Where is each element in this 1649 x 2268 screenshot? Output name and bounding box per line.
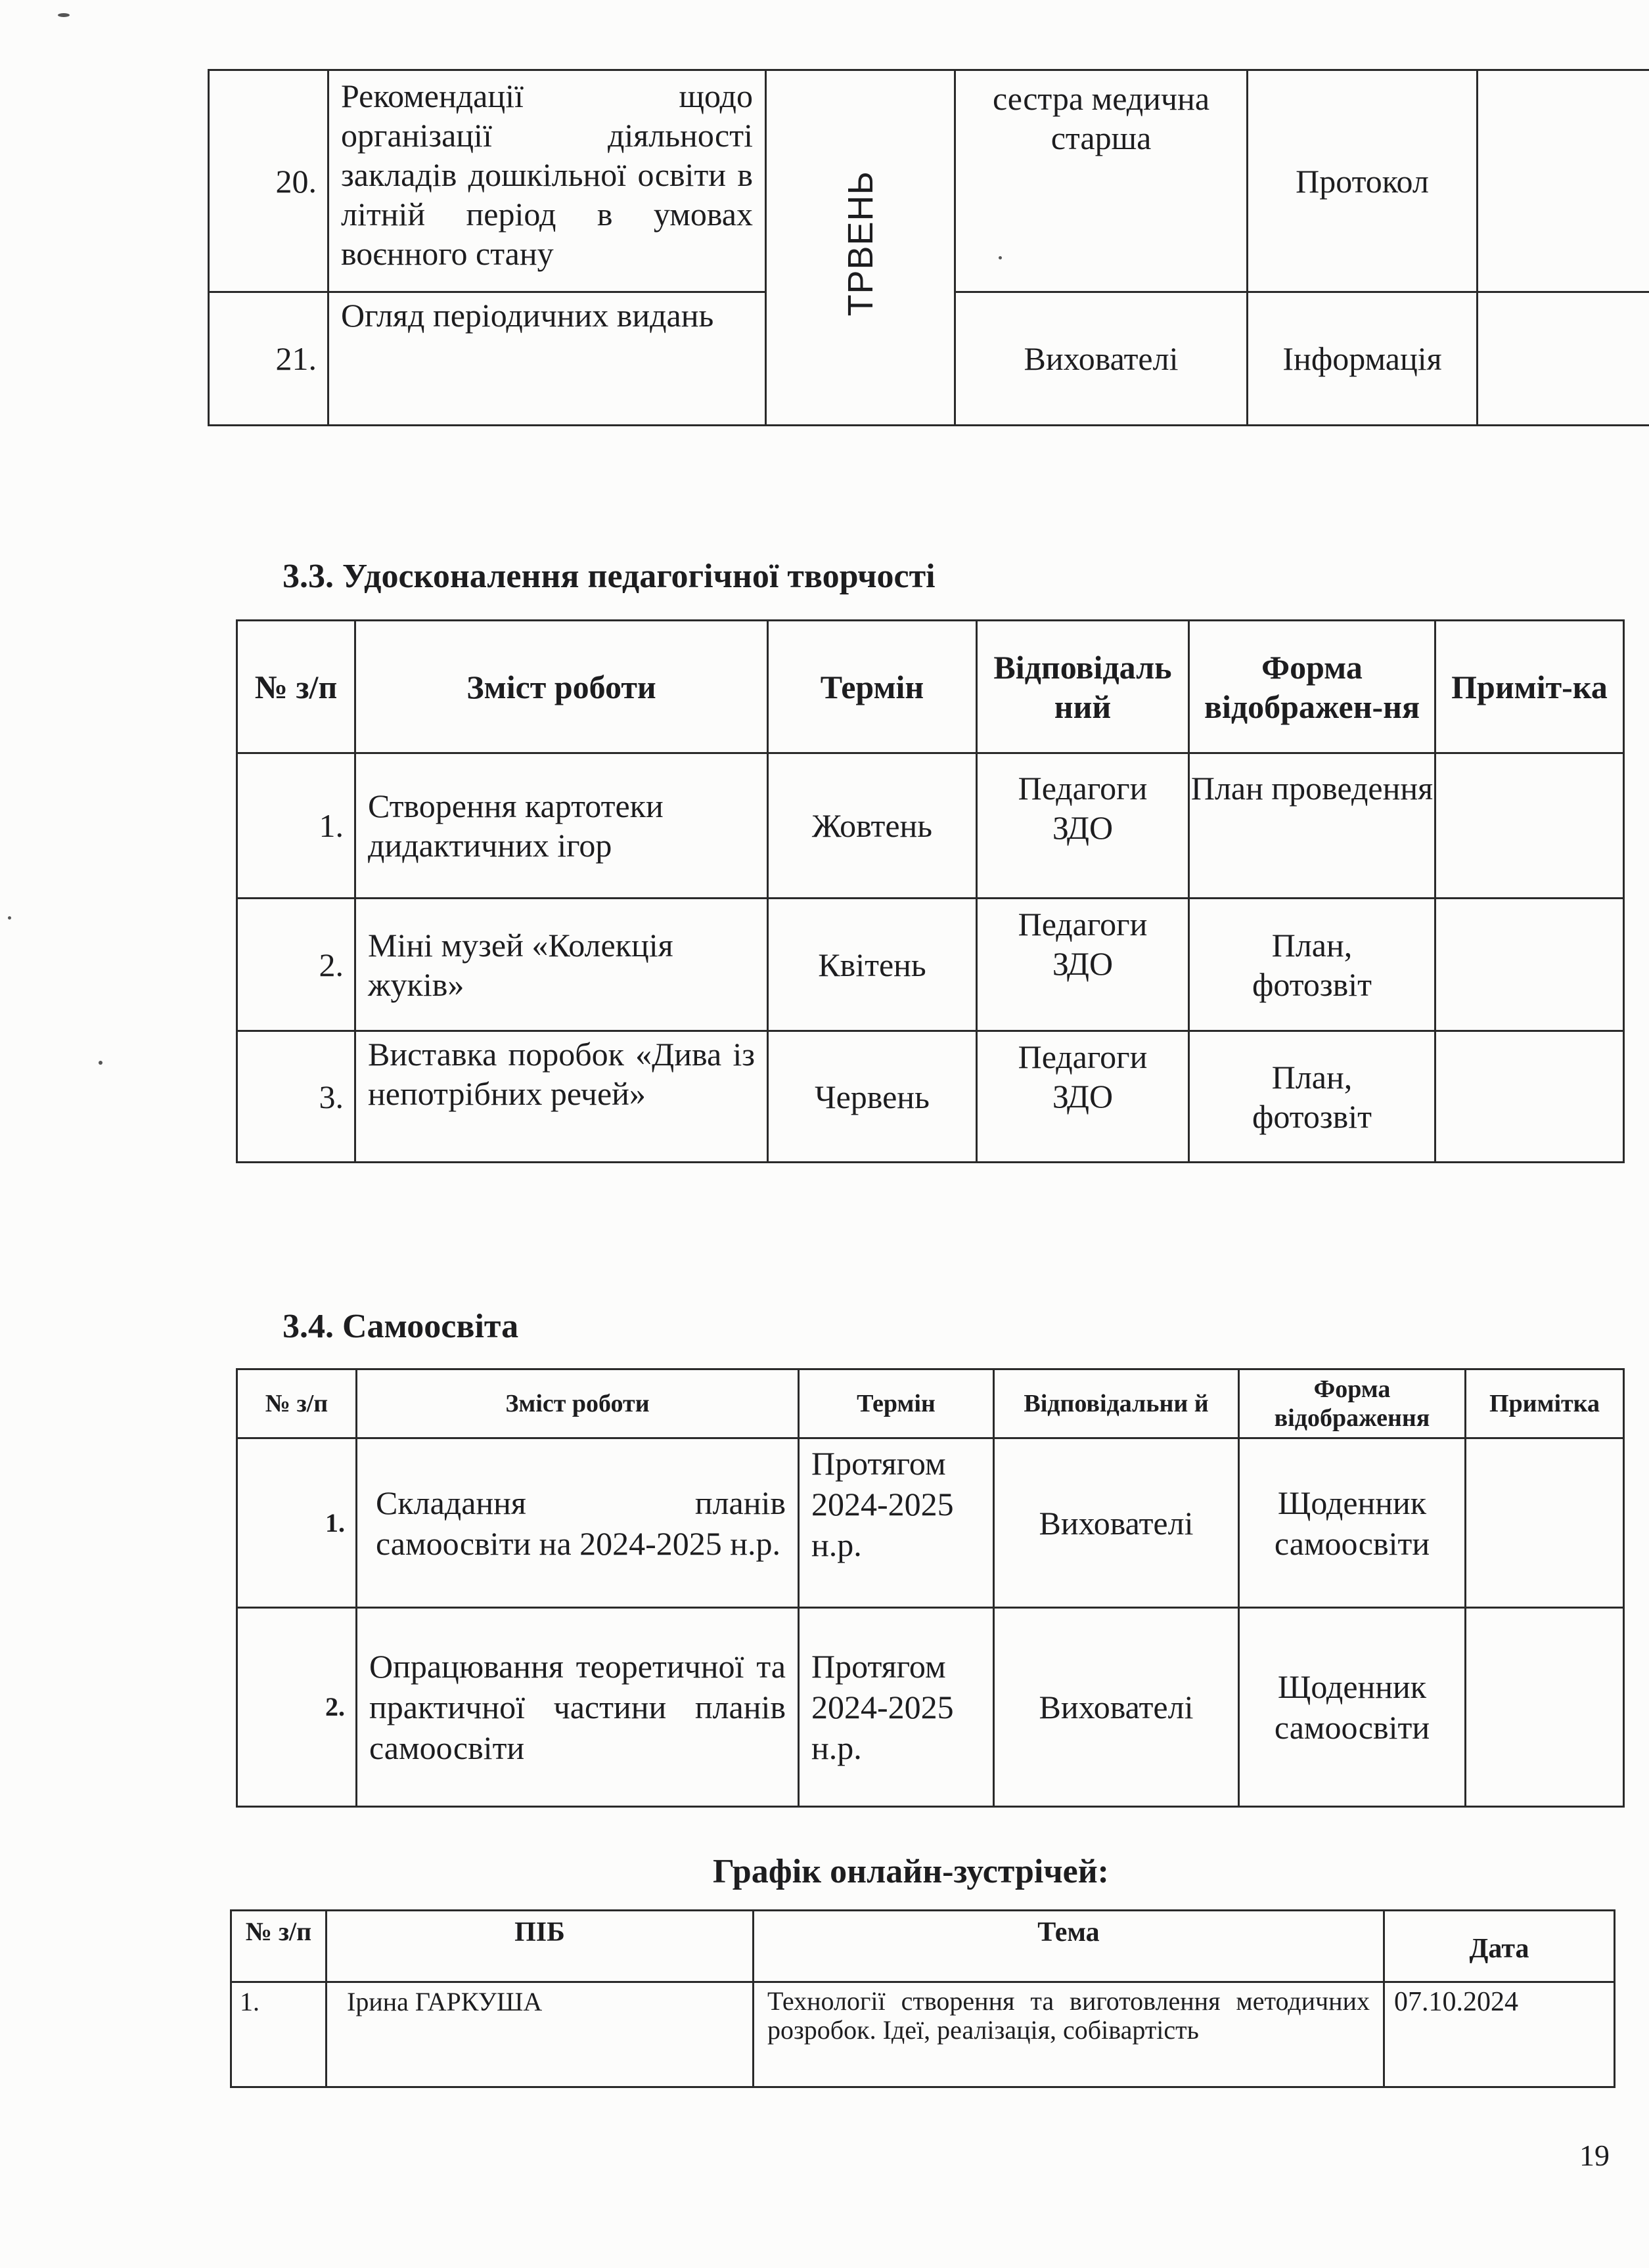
row-content: Огляд періодичних видань [328, 292, 766, 426]
plan-table-continued [208, 69, 1649, 426]
scan-speck [8, 916, 11, 920]
column-header-content: Зміст роботи [355, 621, 768, 753]
row-form: Щоденник самоосвіти [1239, 1608, 1466, 1807]
section-heading: 3.4. Самоосвіта [282, 1308, 519, 1345]
scan-speck [58, 13, 70, 17]
column-header-term: Термін [799, 1369, 994, 1438]
term-merged-cell [766, 70, 955, 426]
row-number: 2. [237, 1608, 357, 1807]
column-header-num: № з/п [237, 1369, 357, 1438]
column-header-responsible: Відповідаль ний [977, 621, 1189, 753]
row-responsible: Вихователі [955, 292, 1248, 426]
row-responsible: Вихователі [994, 1608, 1239, 1807]
row-note [1466, 1608, 1624, 1807]
column-header-form: Форма відображен-ня [1189, 621, 1435, 753]
row-form: Інформація [1248, 292, 1478, 426]
row-number: 1. [231, 1982, 327, 2087]
table-header-row [237, 1369, 1624, 1438]
row-responsible: Педагоги ЗДО [977, 1031, 1189, 1163]
row-name: Ірина ГАРКУША [327, 1982, 754, 2087]
row-number: 2. [237, 899, 355, 1031]
row-note [1435, 753, 1624, 899]
row-responsible: Вихователі [994, 1438, 1239, 1608]
page-number: 19 [1579, 2139, 1610, 2172]
table-header-row [231, 1911, 1615, 1982]
row-note [1466, 1438, 1624, 1608]
scan-speck [99, 1061, 102, 1065]
table-row [237, 753, 1624, 899]
row-note [1478, 292, 1649, 426]
section-heading: 3.3. Удосконалення педагогічної творчості [282, 558, 936, 595]
online-meetings-table [230, 1909, 1615, 2088]
row-content: Міні музей «Колекція жуків» [355, 899, 768, 1031]
row-term: Червень [768, 1031, 977, 1163]
row-form: План, фотозвіт [1189, 899, 1435, 1031]
column-header-form: Форма відображення [1239, 1369, 1466, 1438]
column-header-name: ПІБ [327, 1911, 754, 1982]
column-header-topic: Тема [754, 1911, 1384, 1982]
term-vertical-text: ТРВЕНЬ [840, 170, 880, 317]
row-note [1478, 70, 1649, 292]
row-responsible: Педагоги ЗДО [977, 753, 1189, 899]
row-number: 3. [237, 1031, 355, 1163]
row-form: Щоденник самоосвіти [1239, 1438, 1466, 1608]
row-content: Виставка поробок «Дива із непотрібних речей» [355, 1031, 768, 1163]
row-term: Протягом 2024-2025 н.р. [799, 1608, 994, 1807]
row-note [1435, 899, 1624, 1031]
row-number: 21. [209, 292, 328, 426]
column-header-note: Приміт-ка [1435, 621, 1624, 753]
table-row [231, 1982, 1615, 2087]
row-form: План, фотозвіт [1189, 1031, 1435, 1163]
section-heading: Графік онлайн-зустрічей: [713, 1853, 1110, 1890]
table-row [237, 1438, 1624, 1608]
column-header-content: Зміст роботи [357, 1369, 799, 1438]
table-row [237, 1608, 1624, 1807]
row-topic: Технології створення та виготовлення методичних розробок. Ідеї, реалізація, собівартість [754, 1982, 1384, 2087]
column-header-responsible: Відповідальни й [994, 1369, 1239, 1438]
table-row [237, 1031, 1624, 1163]
row-date: 07.10.2024 [1384, 1982, 1615, 2087]
column-header-num: № з/п [231, 1911, 327, 1982]
row-term: Протягом 2024-2025 н.р. [799, 1438, 994, 1608]
creativity-table [236, 619, 1625, 1163]
row-note [1435, 1031, 1624, 1163]
column-header-date: Дата [1384, 1911, 1615, 1982]
row-form: План проведення [1189, 753, 1435, 899]
row-number: 1. [237, 753, 355, 899]
row-content: Складання планів самоосвіти на 2024-2025 н.р. [357, 1438, 799, 1608]
row-content: Створення картотеки дидактичних ігор [355, 753, 768, 899]
table-row [209, 70, 1649, 292]
row-number: 20. [209, 70, 328, 292]
column-header-note: Примітка [1466, 1369, 1624, 1438]
row-number: 1. [237, 1438, 357, 1608]
column-header-num: № з/п [237, 621, 355, 753]
row-term: Жовтень [768, 753, 977, 899]
row-form: Протокол [1248, 70, 1478, 292]
column-header-term: Термін [768, 621, 977, 753]
table-header-row [237, 621, 1624, 753]
table-row [237, 899, 1624, 1031]
row-term: Квітень [768, 899, 977, 1031]
row-responsible: Педагоги ЗДО [977, 899, 1189, 1031]
row-responsible: сестра медична старша [955, 70, 1248, 292]
row-content: Опрацювання теоретичної та практичної частини планів самоосвіти [357, 1608, 799, 1807]
row-content: Рекомендації щодо організації діяльності закладів дошкільної освіти в літній період в умовах воєнного стану [328, 70, 766, 292]
self-education-table [236, 1368, 1625, 1808]
